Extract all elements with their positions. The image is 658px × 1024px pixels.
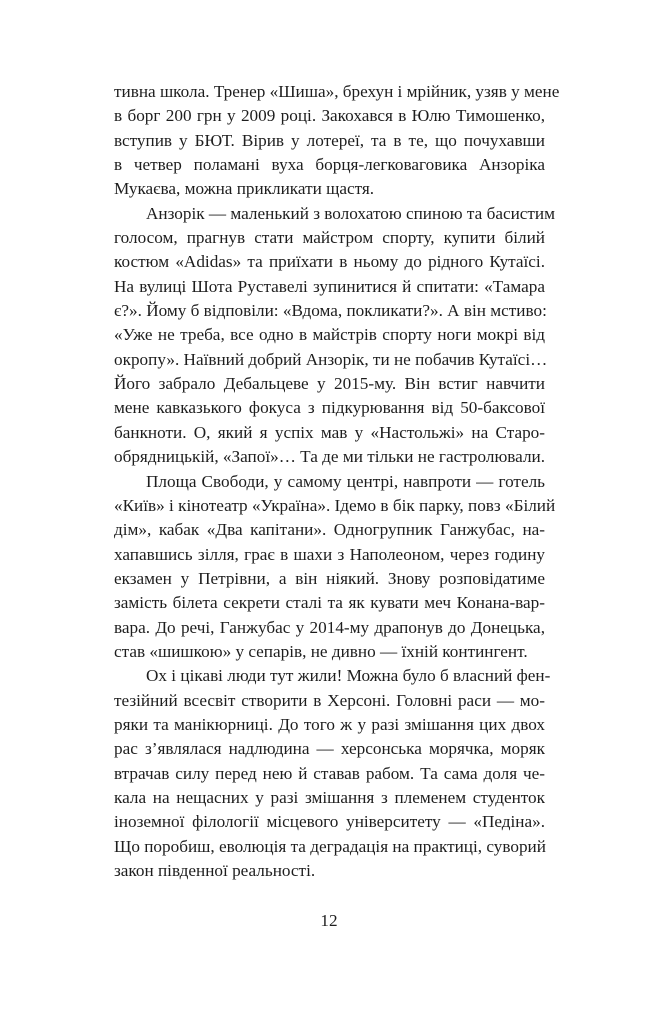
text-line: голосом, прагнув стати майстром спорту, купити білий bbox=[114, 228, 545, 248]
paragraph bbox=[114, 470, 556, 665]
paragraph bbox=[114, 664, 551, 883]
text-line: Площа Свободи, у самому центрі, навпроти — готель bbox=[146, 471, 545, 491]
text-line: кала на нещасних у разі змішання з племенем студенток bbox=[114, 787, 545, 807]
text-line: Що поробиш, еволюція та деградація на практиці, суворий bbox=[114, 836, 546, 856]
body-text bbox=[114, 80, 560, 883]
text-line: екзамен у Петрівни, а він ніякий. Знову розповідатиме bbox=[114, 568, 545, 588]
text-line: Ох і цікаві люди тут жили! Можна було б власний фен- bbox=[146, 666, 551, 686]
text-line: закон південної реальності. bbox=[114, 861, 316, 880]
text-line: мене кавказького фокуса з підкурювання від 50-баксової bbox=[114, 398, 545, 418]
text-line: Мукаєва, можна прикликати щастя. bbox=[114, 179, 375, 199]
text-line: Його забрало Дебальцеве у 2015-му. Він встиг навчити bbox=[114, 374, 545, 394]
text-line: тивна школа. Тренер «Шиша», брехун і мрійник, узяв у мене bbox=[114, 82, 560, 101]
text-line: Анзорік — маленький з волохатою спиною та басистим bbox=[146, 203, 555, 223]
text-line: ряки та манікюрниці. До того ж у разі змішання цих двох bbox=[114, 714, 545, 734]
text-line: «Уже не треба, все одно в майстрів спорту ноги мокрі від bbox=[114, 325, 545, 345]
text-line: хапавшись зілля, грає в шахи з Наполеоном, через годину bbox=[114, 544, 545, 564]
text-line: костюм «Adidas» та приїхати в ньому до рідного Кутаїсі. bbox=[114, 252, 545, 272]
paragraph bbox=[114, 202, 555, 470]
text-line: в борг 200 грн у 2009 році. Закохався в Юлю Тимошенко, bbox=[114, 106, 545, 126]
text-line: На вулиці Шота Руставелі зупинитися й спитати: «Тамара bbox=[114, 276, 545, 296]
text-line: замість білета секрети сталі та як кувати меч Конана-вар- bbox=[114, 593, 545, 613]
text-line: вступив у БЮТ. Вірив у лотереї, та в те, що почухавши bbox=[114, 130, 545, 150]
text-line: тезійний всесвіт створити в Херсоні. Головні раси — мо- bbox=[114, 690, 545, 710]
text-line: дім», кабак «Два капітани». Одногрупник Ганжубас, на- bbox=[114, 520, 545, 540]
text-line: «Київ» і кінотеатр «Україна». Ідемо в бік парку, повз «Білий bbox=[114, 495, 556, 515]
page-number: 12 bbox=[320, 911, 338, 930]
text-line: банкноти. О, який я успіх мав у «Настольжі» на Старо- bbox=[114, 422, 545, 442]
text-line: є?». Йому б відповіли: «Вдома, покликати?». А він мстиво: bbox=[114, 301, 547, 321]
paragraph bbox=[114, 80, 560, 202]
text-line: рас з’являлася надлюдина — херсонська морячка, моряк bbox=[114, 739, 545, 759]
text-line: вара. До речі, Ганжубас у 2014-му драпонув до Донецька, bbox=[114, 617, 545, 637]
text-line: обрядницькій, «Запої»… Та де ми тільки не гастролювали. bbox=[114, 447, 546, 467]
text-line: став «шишкою» у сепарів, не дивно — їхній контингент. bbox=[114, 641, 528, 661]
text-line: в четвер поламані вуха борця-легковаговика Анзоріка bbox=[114, 155, 545, 175]
text-line: іноземної філології місцевого університету — «Педіна». bbox=[114, 812, 545, 832]
text-line: окропу». Наївний добрий Анзорік, ти не побачив Кутаїсі… bbox=[114, 349, 548, 369]
text-line: втрачав силу перед нею й ставав рабом. Та сама доля че- bbox=[114, 763, 545, 783]
